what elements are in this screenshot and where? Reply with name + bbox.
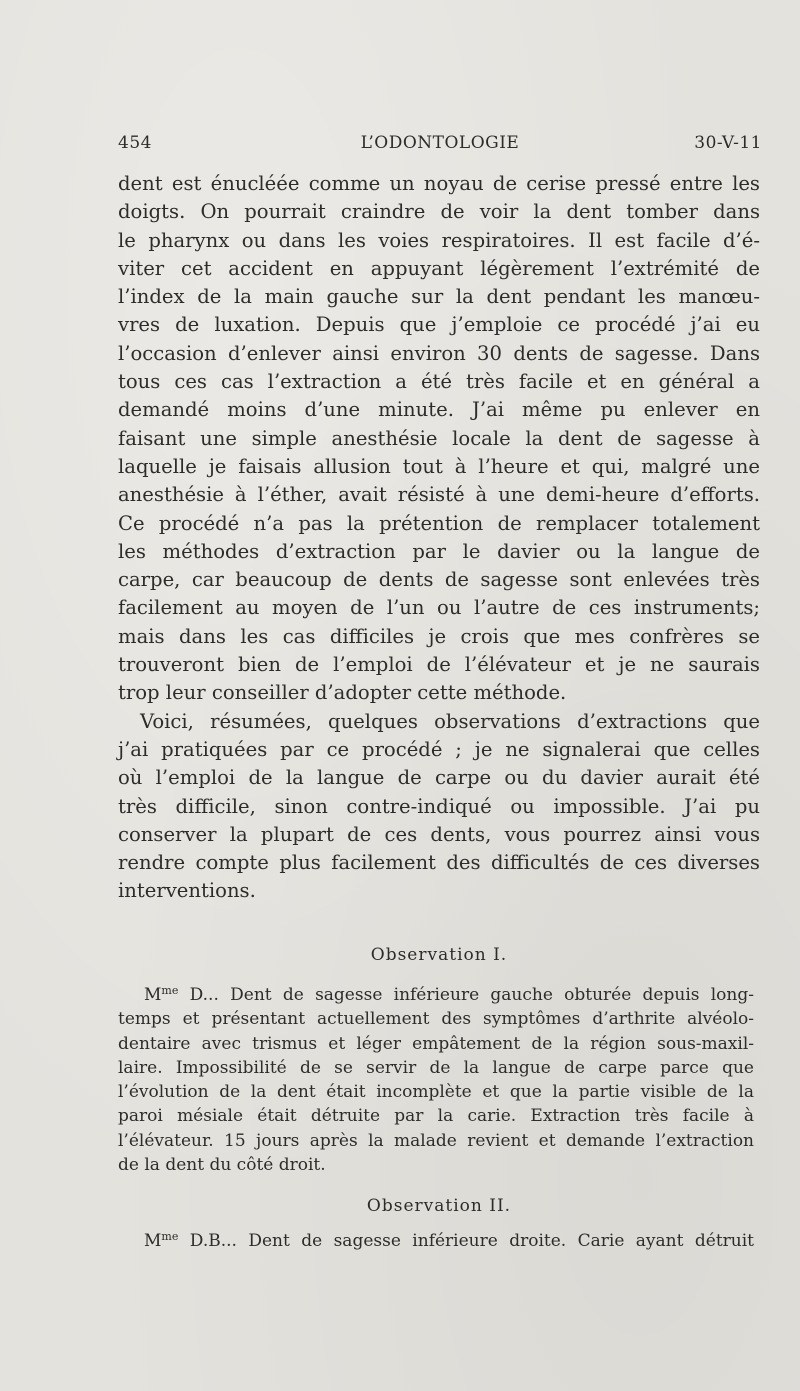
text-line: tous ces cas l’extraction a été très facile et en général a <box>118 370 760 394</box>
text-line: où l’emploi de la langue de carpe ou du davier aurait été <box>118 766 760 790</box>
honorific-superscript: me <box>161 984 179 997</box>
observation-2-text <box>118 1229 754 1253</box>
text-line: Ce procédé n’a pas la prétention de remplacer totalement <box>118 511 760 535</box>
text-line: dent est énucléée comme un noyau de cerise pressé entre les <box>118 172 760 195</box>
text-line: viter cet accident en appuyant légèrement l’extrémité de <box>118 256 760 280</box>
text-line <box>118 1229 754 1253</box>
text-line: interventions. <box>118 879 256 903</box>
text-line: facilement au moyen de l’un ou l’autre de ces instruments; <box>118 596 760 620</box>
text-line: anesthésie à l’éther, avait résisté à une demi-heure d’efforts. <box>118 483 760 507</box>
text-line: paroi mésiale était détruite par la carie. Extraction très facile à <box>118 1106 754 1127</box>
text-line: doigts. On pourrait craindre de voir la dent tomber dans <box>118 200 760 224</box>
text-line: laire. Impossibilité de se servir de la langue de carpe parce que <box>118 1057 754 1078</box>
text-line: rendre compte plus facilement des difficultés de ces diverses <box>118 851 760 875</box>
text-line: faisant une simple anesthésie locale la dent de sagesse à <box>118 426 760 450</box>
journal-title: L’ODONTOLOGIE <box>360 133 520 153</box>
text-line: conserver la plupart de ces dents, vous pourrez ainsi vous <box>118 822 760 846</box>
observation-1-text <box>118 983 754 1177</box>
issue-date: 30-V-11 <box>694 133 762 153</box>
line-text: D.B... Dent de sagesse inférieure droite. Carie ayant détruit <box>178 1231 754 1251</box>
text-line <box>118 983 754 1007</box>
text-line: trop leur conseiller d’adopter cette méthode. <box>118 681 567 705</box>
text-line: l’élévateur. 15 jours après la malade revient et demande l’extraction <box>118 1130 754 1151</box>
running-header <box>118 133 762 159</box>
text-line: très difficile, sinon contre-indiqué ou impossible. J’ai pu <box>118 794 760 818</box>
page-number: 454 <box>118 133 152 153</box>
observation-2-heading: Observation II. <box>366 1196 512 1216</box>
text-line: dentaire avec trismus et léger empâtement de la région sous-maxil- <box>118 1033 754 1054</box>
text-line: laquelle je faisais allusion tout à l’heure et qui, malgré une <box>118 454 760 478</box>
honorific: M <box>144 1231 162 1251</box>
text-line: de la dent du côté droit. <box>118 1155 326 1176</box>
honorific-superscript: me <box>161 1230 179 1243</box>
text-line: trouveront bien de l’emploi de l’élévateur et je ne saurais <box>118 653 760 677</box>
text-line: l’évolution de la dent était incomplète et que la partie visible de la <box>118 1082 754 1103</box>
text-line: les méthodes d’extraction par le davier ou la langue de <box>118 539 760 563</box>
text-line: le pharynx ou dans les voies respiratoires. Il est facile d’é- <box>118 228 760 252</box>
main-text <box>118 170 760 906</box>
text-line: l’occasion d’enlever ainsi environ 30 dents de sagesse. Dans <box>118 341 760 365</box>
text-line: j’ai pratiquées par ce procédé ; je ne signalerai que celles <box>118 737 760 761</box>
text-line: Voici, résumées, quelques observations d’extractions que <box>140 709 760 733</box>
honorific: M <box>144 985 162 1005</box>
line-text: D... Dent de sagesse inférieure gauche obturée depuis long- <box>178 985 754 1005</box>
text-line: temps et présentant actuellement des symptômes d’arthrite alvéolo- <box>118 1009 754 1030</box>
observation-1-heading: Observation I. <box>370 945 508 965</box>
text-line: mais dans les cas difficiles je crois que mes confrères se <box>118 624 760 648</box>
text-line: vres de luxation. Depuis que j’emploie ce procédé j’ai eu <box>118 313 760 337</box>
text-line: demandé moins d’une minute. J’ai même pu enlever en <box>118 398 760 422</box>
text-line: l’index de la main gauche sur la dent pendant les manœu- <box>118 285 760 309</box>
text-line: carpe, car beaucoup de dents de sagesse sont enlevées très <box>118 568 760 592</box>
